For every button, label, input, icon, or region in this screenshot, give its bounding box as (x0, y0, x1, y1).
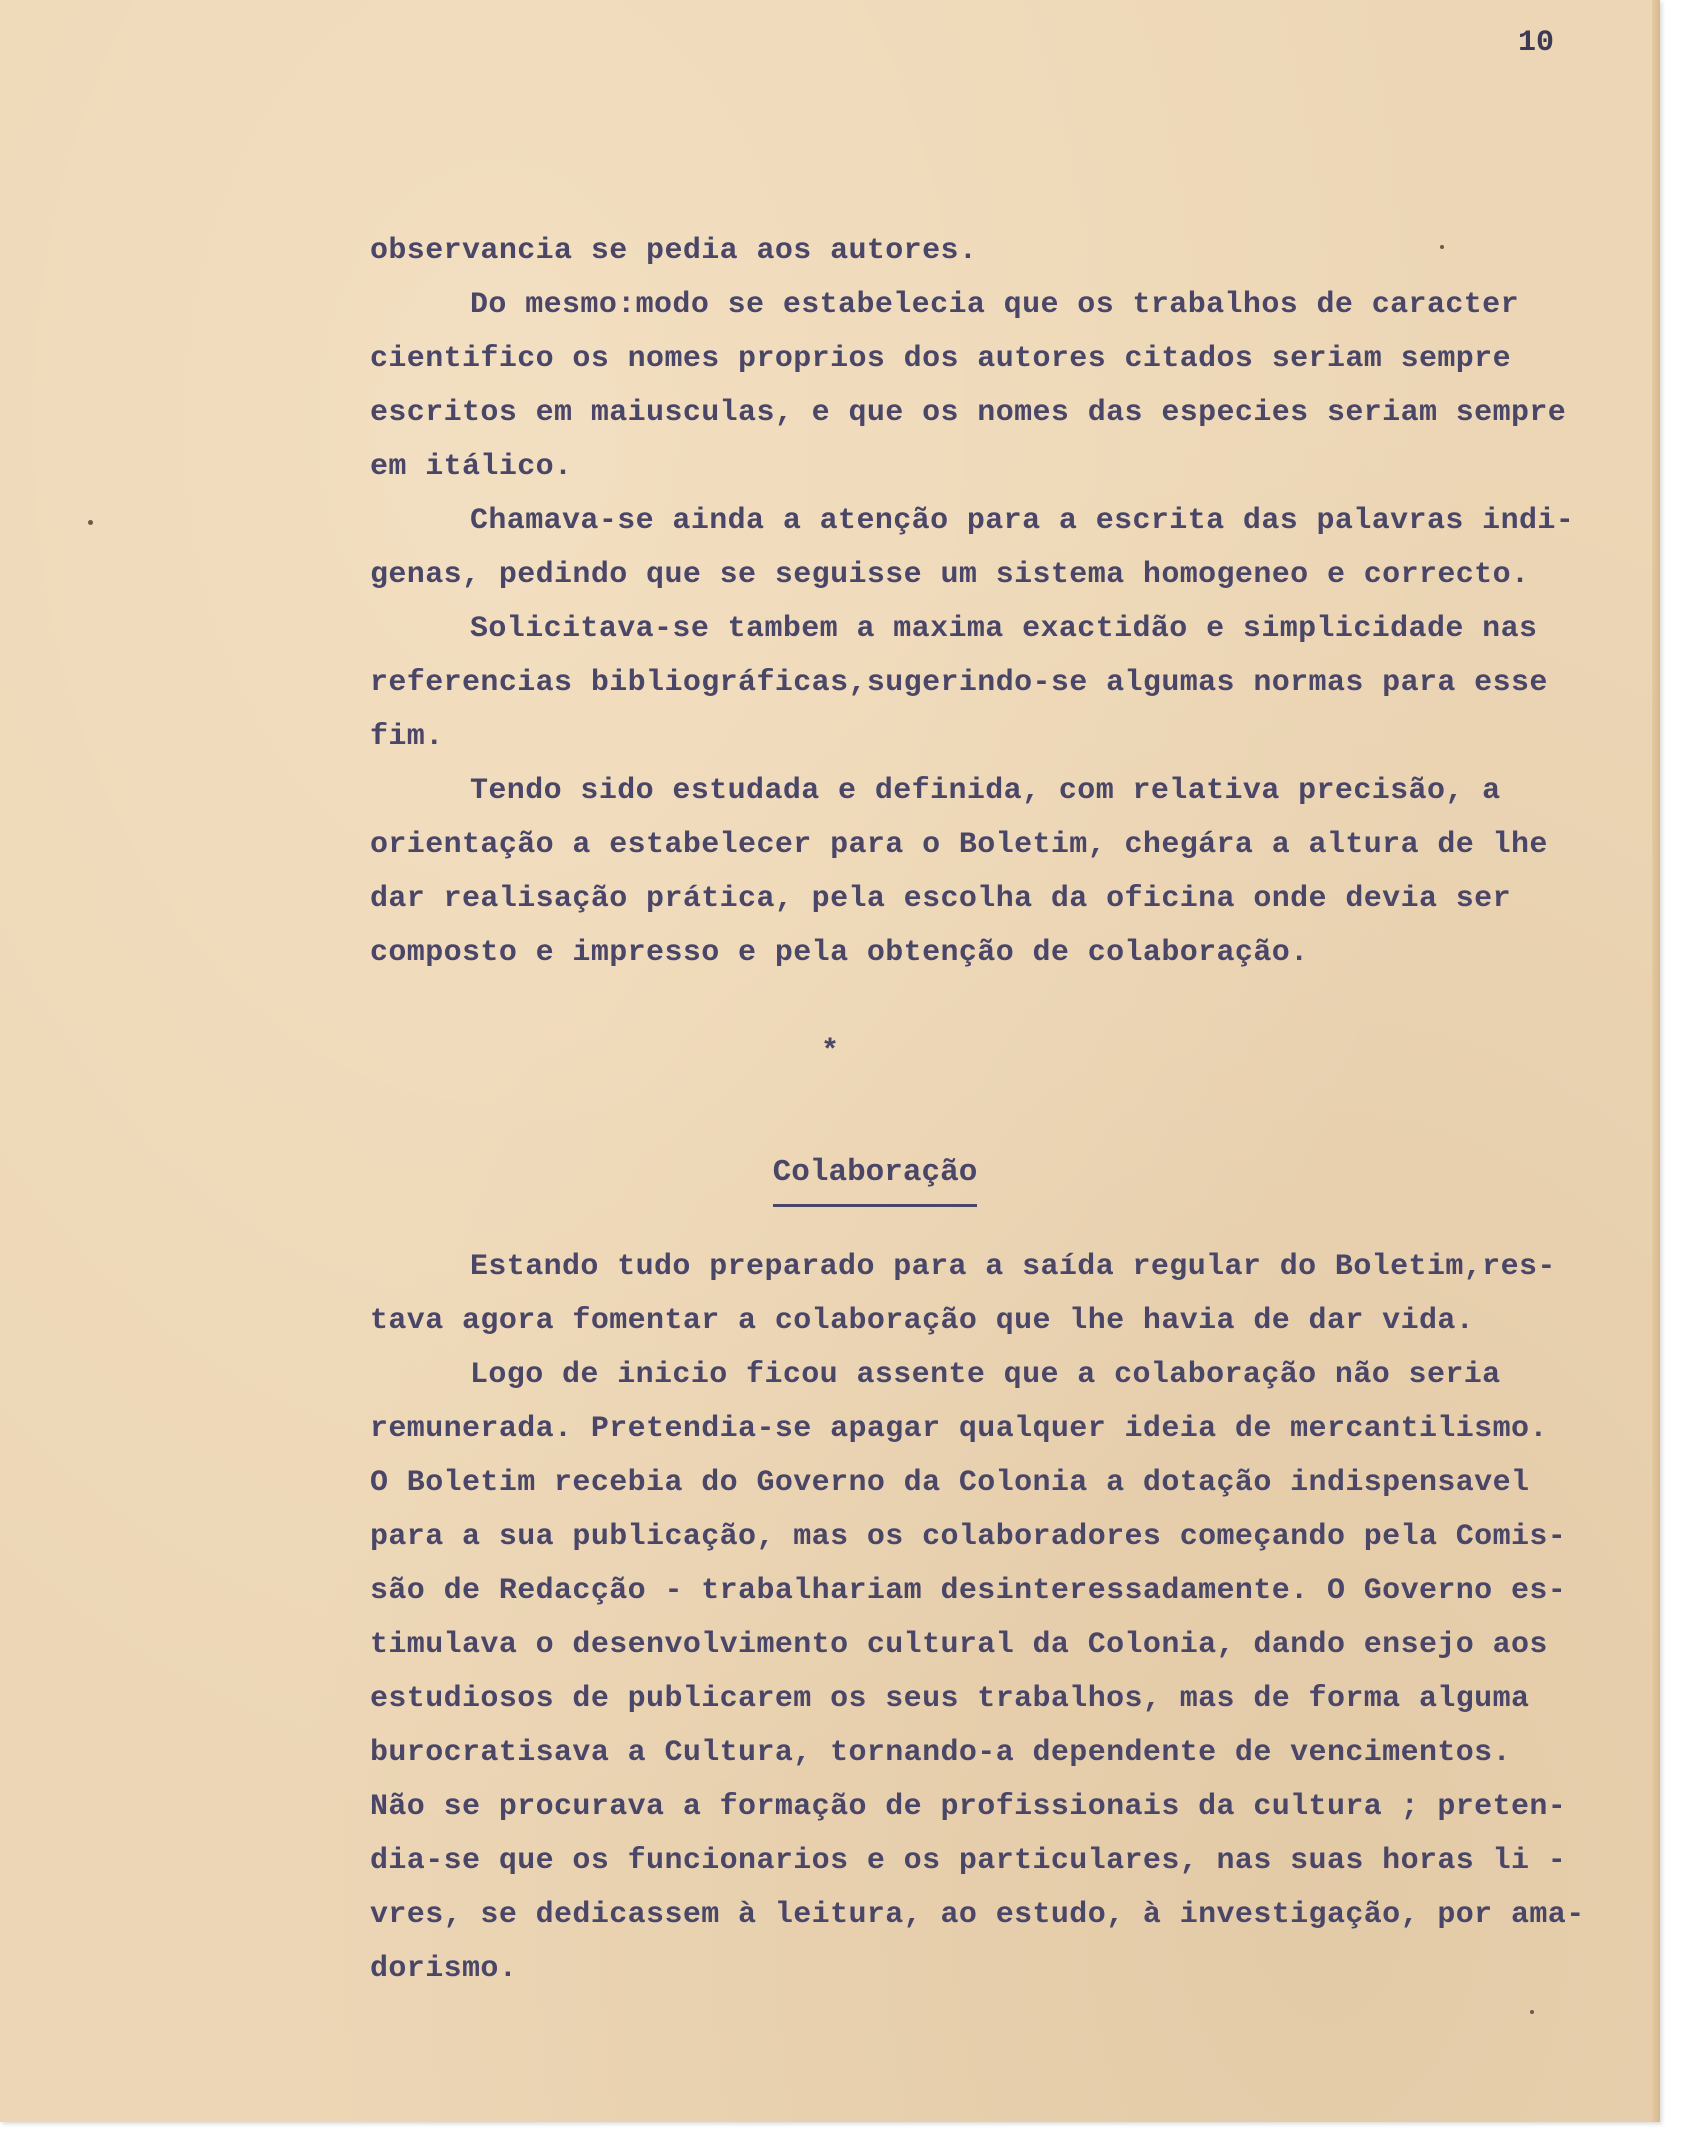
text-line: Logo de inicio ficou assente que a colaboração não seria (470, 1358, 1501, 1392)
page-number: 10 (1518, 26, 1555, 60)
text-line: dar realisação prática, pela escolha da oficina onde devia ser (370, 882, 1511, 916)
section-heading-text: Colaboração (773, 1155, 978, 1207)
text-line: em itálico. (370, 450, 573, 484)
text-line: observancia se pedia aos autores. (370, 234, 978, 268)
text-line: Solicitava-se tambem a maxima exactidão e simplicidade nas (470, 612, 1538, 646)
section-heading (0, 1155, 1685, 1207)
body-text-block-2 (370, 1240, 1660, 1996)
text-line: burocratisava a Cultura, tornando-a dependente de vencimentos. (370, 1736, 1511, 1770)
text-line: cientifico os nomes proprios dos autores citados seriam sempre (370, 342, 1511, 376)
text-line: vres, se dedicassem à leitura, ao estudo, à investigação, por ama- (370, 1898, 1585, 1932)
section-separator: * (820, 1035, 839, 1069)
text-line: Chamava-se ainda a atenção para a escrita das palavras indi- (470, 504, 1575, 538)
text-line: fim. (370, 720, 444, 754)
paper-speck (1530, 2010, 1534, 2014)
text-line: Estando tudo preparado para a saída regular do Boletim,res- (470, 1250, 1556, 1284)
paper-speck (88, 520, 93, 525)
text-line: Do mesmo:modo se estabelecia que os trabalhos de caracter (470, 288, 1519, 322)
text-line: genas, pedindo que se seguisse um sistema homogeneo e correcto. (370, 558, 1530, 592)
text-line: composto e impresso e pela obtenção de colaboração. (370, 936, 1309, 970)
text-line: remunerada. Pretendia-se apagar qualquer ideia de mercantilismo. (370, 1412, 1548, 1446)
text-line: tava agora fomentar a colaboração que lhe havia de dar vida. (370, 1304, 1475, 1338)
text-line: timulava o desenvolvimento cultural da Colonia, dando ensejo aos (370, 1628, 1548, 1662)
text-line: dia-se que os funcionarios e os particulares, nas suas horas li - (370, 1844, 1567, 1878)
body-text-block-1 (370, 224, 1660, 980)
text-line: dorismo. (370, 1952, 518, 1986)
text-line: Não se procurava a formação de profissionais da cultura ; preten- (370, 1790, 1567, 1824)
text-line: escritos em maiusculas, e que os nomes das especies seriam sempre (370, 396, 1567, 430)
text-line: estudiosos de publicarem os seus trabalhos, mas de forma alguma (370, 1682, 1530, 1716)
text-line: para a sua publicação, mas os colaboradores começando pela Comis- (370, 1520, 1567, 1554)
text-line: são de Redacção - trabalhariam desinteressadamente. O Governo es- (370, 1574, 1567, 1608)
text-line: referencias bibliográficas,sugerindo-se algumas normas para esse (370, 666, 1548, 700)
text-line: orientação a estabelecer para o Boletim, chegára a altura de lhe (370, 828, 1548, 862)
text-line: Tendo sido estudada e definida, com relativa precisão, a (470, 774, 1501, 808)
text-line: O Boletim recebia do Governo da Colonia a dotação indispensavel (370, 1466, 1530, 1500)
